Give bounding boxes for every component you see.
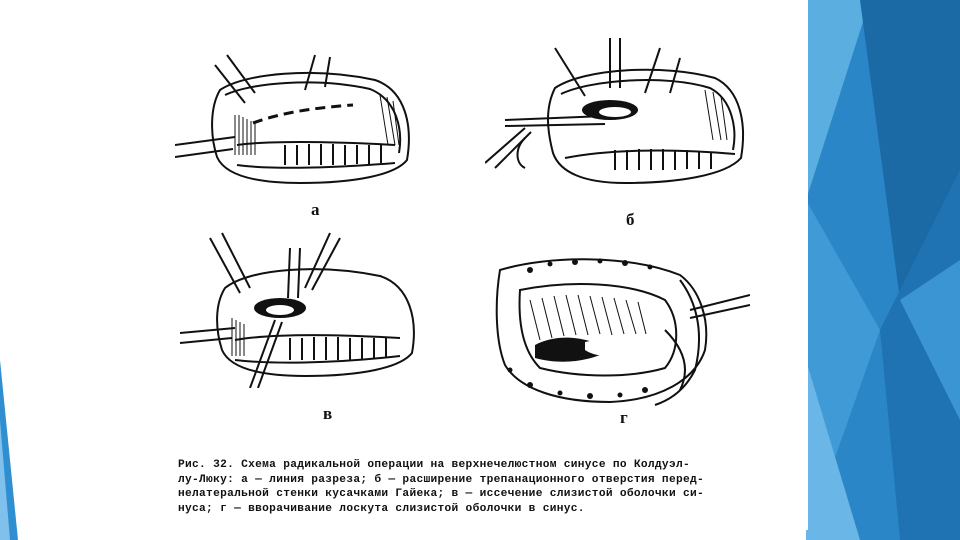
caption-line: лу-Люку: а — линия разреза; б — расширение трепанационного отверстия перед- bbox=[178, 473, 705, 486]
label-g: г bbox=[620, 408, 628, 427]
caption-line: нуса; г — вворачивание лоскута слизистой оболочки в синус. bbox=[178, 502, 585, 515]
illustration-panel-v bbox=[180, 228, 430, 388]
label-a: а bbox=[311, 200, 320, 219]
illustration-panel-b bbox=[485, 38, 755, 193]
caption-line: Рис. 32. Схема радикальной операции на верхнечелюстном синусе по Колдуэл- bbox=[178, 459, 690, 471]
illustration-panel-a bbox=[175, 45, 425, 195]
figure-caption bbox=[178, 458, 778, 516]
label-v: в bbox=[323, 404, 333, 423]
caption-line: нелатеральной стенки кусачками Гайека; в — иссечение слизистой оболочки си- bbox=[178, 488, 705, 501]
illustration-panel-g bbox=[490, 250, 750, 410]
surgical-illustration-a bbox=[175, 45, 425, 195]
surgical-illustration-v bbox=[180, 228, 430, 388]
label-b: б bbox=[626, 210, 635, 229]
surgical-illustration-g bbox=[490, 250, 750, 410]
surgical-illustration-b bbox=[485, 38, 755, 193]
